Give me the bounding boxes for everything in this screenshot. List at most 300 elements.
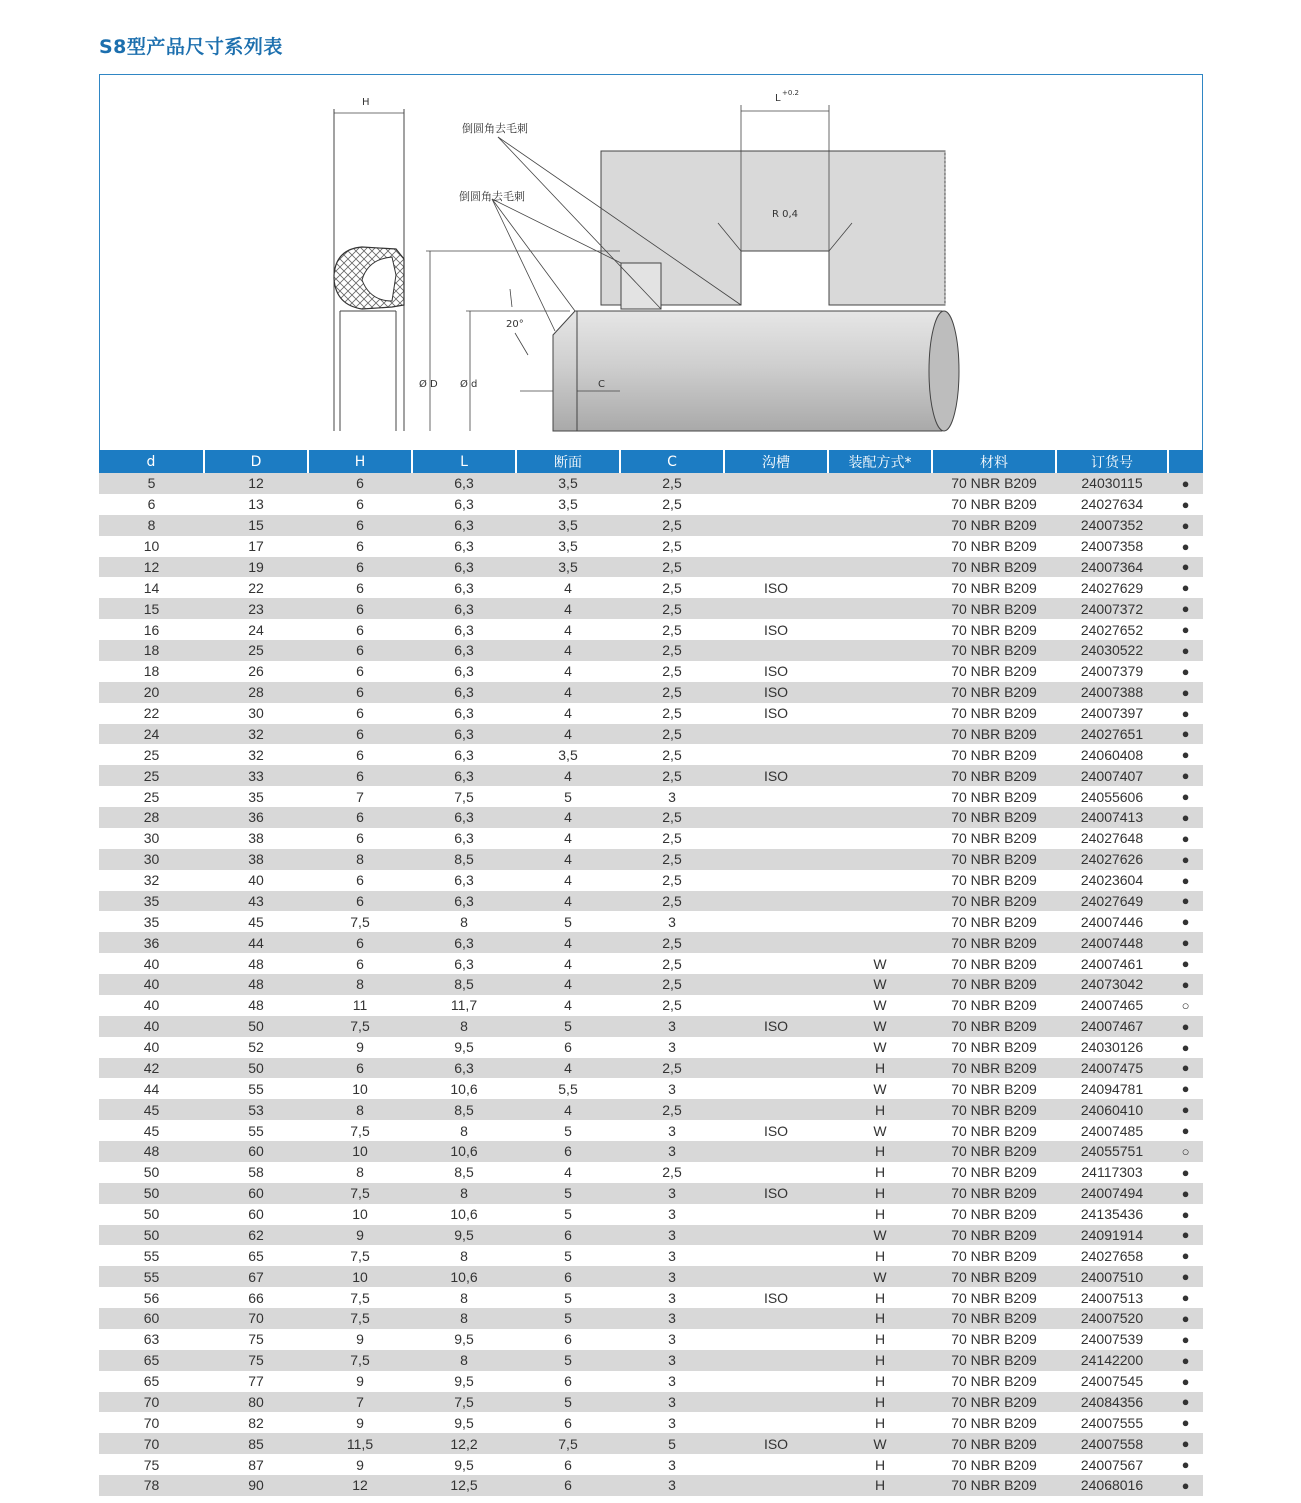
cell-col-c: 2,5 — [620, 1162, 724, 1183]
cell-col-d: 55 — [99, 1245, 204, 1266]
cell-col-c: 2,5 — [620, 849, 724, 870]
cell-col-material: 70 NBR B209 — [932, 557, 1056, 578]
cell-col-h: 6 — [308, 515, 412, 536]
cell-col-c: 2,5 — [620, 807, 724, 828]
cell-col-c: 2,5 — [620, 640, 724, 661]
cell-col-outer-d: 48 — [204, 974, 308, 995]
cell-col-order-no: 24094781 — [1056, 1078, 1168, 1099]
cell-col-order-no: 24007510 — [1056, 1266, 1168, 1287]
cell-col-section: 7,5 — [516, 1433, 620, 1454]
cell-col-material: 70 NBR B209 — [932, 536, 1056, 557]
cell-col-availability: ● — [1168, 1162, 1203, 1183]
table-row — [99, 473, 1203, 494]
cell-col-outer-d: 50 — [204, 1016, 308, 1037]
cell-col-material: 70 NBR B209 — [932, 682, 1056, 703]
cell-col-h: 10 — [308, 1204, 412, 1225]
cell-col-h: 6 — [308, 494, 412, 515]
cell-col-groove — [724, 1225, 828, 1246]
cell-col-order-no: 24060410 — [1056, 1099, 1168, 1120]
cell-col-section: 4 — [516, 640, 620, 661]
cell-col-groove — [724, 598, 828, 619]
cell-col-order-no: 24007494 — [1056, 1183, 1168, 1204]
cell-col-c: 2,5 — [620, 828, 724, 849]
cell-col-material: 70 NBR B209 — [932, 786, 1056, 807]
cell-col-d: 65 — [99, 1371, 204, 1392]
cell-col-assembly: W — [828, 1078, 932, 1099]
table-row — [99, 724, 1203, 745]
cell-col-d: 55 — [99, 1266, 204, 1287]
cell-col-l: 8 — [412, 1308, 516, 1329]
cell-col-section: 5 — [516, 1183, 620, 1204]
table-row — [99, 577, 1203, 598]
cell-col-availability: ● — [1168, 577, 1203, 598]
cell-col-d: 40 — [99, 1016, 204, 1037]
cell-col-l: 8 — [412, 1287, 516, 1308]
cell-col-outer-d: 90 — [204, 1475, 308, 1496]
table-row — [99, 1245, 1203, 1266]
cell-col-h: 7,5 — [308, 1016, 412, 1037]
cell-col-order-no: 24027626 — [1056, 849, 1168, 870]
cell-col-availability: ● — [1168, 1037, 1203, 1058]
cell-col-h: 6 — [308, 724, 412, 745]
label-angle: 20° — [506, 319, 524, 330]
technical-drawing-svg — [100, 75, 1204, 451]
table-row — [99, 1078, 1203, 1099]
cell-col-assembly — [828, 828, 932, 849]
cell-col-assembly — [828, 557, 932, 578]
cell-col-d: 40 — [99, 1037, 204, 1058]
table-row — [99, 891, 1203, 912]
cell-col-material: 70 NBR B209 — [932, 974, 1056, 995]
label-l: L — [775, 93, 781, 104]
cell-col-order-no: 24007358 — [1056, 536, 1168, 557]
cell-col-assembly: H — [828, 1162, 932, 1183]
table-row — [99, 1037, 1203, 1058]
cell-col-material: 70 NBR B209 — [932, 724, 1056, 745]
cell-col-assembly — [828, 765, 932, 786]
cell-col-h: 9 — [308, 1037, 412, 1058]
cell-col-l: 6,3 — [412, 870, 516, 891]
cell-col-groove — [724, 1412, 828, 1433]
table-row — [99, 1308, 1203, 1329]
cell-col-d: 20 — [99, 682, 204, 703]
cell-col-groove — [724, 1329, 828, 1350]
cell-col-c: 3 — [620, 1183, 724, 1204]
cell-col-availability: ● — [1168, 1078, 1203, 1099]
header-col-material: 材料 — [932, 450, 1056, 473]
cell-col-l: 6,3 — [412, 744, 516, 765]
cell-col-section: 5 — [516, 1204, 620, 1225]
cell-col-d: 50 — [99, 1162, 204, 1183]
label-deburr-top: 倒圆角去毛刺 — [462, 122, 528, 135]
cell-col-l: 6,3 — [412, 640, 516, 661]
cell-col-material: 70 NBR B209 — [932, 1433, 1056, 1454]
cell-col-outer-d: 77 — [204, 1371, 308, 1392]
cell-col-c: 2,5 — [620, 1058, 724, 1079]
cell-col-h: 7,5 — [308, 1308, 412, 1329]
cell-col-order-no: 24027658 — [1056, 1245, 1168, 1266]
cell-col-material: 70 NBR B209 — [932, 911, 1056, 932]
cell-col-availability: ● — [1168, 1016, 1203, 1037]
cell-col-material: 70 NBR B209 — [932, 1141, 1056, 1162]
cell-col-groove — [724, 724, 828, 745]
cell-col-l: 8,5 — [412, 1162, 516, 1183]
header-col-l: L — [412, 450, 516, 473]
header-col-availability — [1168, 450, 1203, 473]
cell-col-c: 3 — [620, 911, 724, 932]
cell-col-h: 6 — [308, 536, 412, 557]
cell-col-order-no: 24030115 — [1056, 473, 1168, 494]
cell-col-assembly — [828, 640, 932, 661]
cell-col-order-no: 24007379 — [1056, 661, 1168, 682]
cell-col-assembly: H — [828, 1329, 932, 1350]
cell-col-h: 9 — [308, 1454, 412, 1475]
cell-col-l: 6,3 — [412, 661, 516, 682]
table-row — [99, 911, 1203, 932]
cell-col-outer-d: 55 — [204, 1078, 308, 1099]
cell-col-outer-d: 28 — [204, 682, 308, 703]
cell-col-assembly: H — [828, 1099, 932, 1120]
cell-col-h: 12 — [308, 1475, 412, 1496]
cell-col-assembly: H — [828, 1475, 932, 1496]
cell-col-availability: ● — [1168, 598, 1203, 619]
cell-col-order-no: 24142200 — [1056, 1350, 1168, 1371]
cell-col-groove: ISO — [724, 1016, 828, 1037]
table-row — [99, 1287, 1203, 1308]
table-row — [99, 974, 1203, 995]
cell-col-availability: ● — [1168, 953, 1203, 974]
cell-col-section: 5,5 — [516, 1078, 620, 1099]
cell-col-material: 70 NBR B209 — [932, 1204, 1056, 1225]
cell-col-material: 70 NBR B209 — [932, 1308, 1056, 1329]
cell-col-section: 4 — [516, 661, 620, 682]
cell-col-availability: ● — [1168, 1475, 1203, 1496]
cell-col-l: 6,3 — [412, 1058, 516, 1079]
cell-col-order-no: 24007465 — [1056, 995, 1168, 1016]
cell-col-material: 70 NBR B209 — [932, 1078, 1056, 1099]
cell-col-h: 9 — [308, 1371, 412, 1392]
cell-col-groove — [724, 1308, 828, 1329]
cell-col-c: 2,5 — [620, 557, 724, 578]
cell-col-groove — [724, 932, 828, 953]
cell-col-d: 22 — [99, 703, 204, 724]
cell-col-assembly — [828, 473, 932, 494]
cell-col-l: 8 — [412, 1016, 516, 1037]
cell-col-assembly: W — [828, 1266, 932, 1287]
cell-col-c: 3 — [620, 1141, 724, 1162]
cell-col-l: 8,5 — [412, 1099, 516, 1120]
cell-col-order-no: 24027648 — [1056, 828, 1168, 849]
cell-col-h: 7,5 — [308, 1120, 412, 1141]
cell-col-l: 6,3 — [412, 494, 516, 515]
cell-col-availability: ● — [1168, 1204, 1203, 1225]
cell-col-d: 40 — [99, 974, 204, 995]
table-row — [99, 807, 1203, 828]
cell-col-c: 3 — [620, 1287, 724, 1308]
cell-col-availability: ● — [1168, 1454, 1203, 1475]
cell-col-availability: ● — [1168, 807, 1203, 828]
cell-col-d: 18 — [99, 640, 204, 661]
cell-col-h: 10 — [308, 1141, 412, 1162]
cell-col-groove — [724, 807, 828, 828]
cell-col-c: 2,5 — [620, 724, 724, 745]
cell-col-outer-d: 32 — [204, 724, 308, 745]
cell-col-availability: ● — [1168, 1350, 1203, 1371]
cell-col-h: 6 — [308, 577, 412, 598]
cell-col-d: 70 — [99, 1412, 204, 1433]
cell-col-order-no: 24027634 — [1056, 494, 1168, 515]
cell-col-material: 70 NBR B209 — [932, 494, 1056, 515]
cell-col-h: 6 — [308, 473, 412, 494]
cell-col-c: 3 — [620, 1204, 724, 1225]
cell-col-material: 70 NBR B209 — [932, 1371, 1056, 1392]
cell-col-material: 70 NBR B209 — [932, 1120, 1056, 1141]
cell-col-groove: ISO — [724, 577, 828, 598]
cell-col-material: 70 NBR B209 — [932, 1392, 1056, 1413]
cell-col-groove — [724, 515, 828, 536]
cell-col-order-no: 24007520 — [1056, 1308, 1168, 1329]
cell-col-availability: ● — [1168, 1287, 1203, 1308]
header-col-assembly: 装配方式* — [828, 450, 932, 473]
cell-col-assembly — [828, 891, 932, 912]
cell-col-c: 2,5 — [620, 974, 724, 995]
cell-col-order-no: 24007485 — [1056, 1120, 1168, 1141]
cell-col-order-no: 24007475 — [1056, 1058, 1168, 1079]
cell-col-d: 8 — [99, 515, 204, 536]
table-row — [99, 1266, 1203, 1287]
cell-col-c: 2,5 — [620, 995, 724, 1016]
cell-col-material: 70 NBR B209 — [932, 1162, 1056, 1183]
cell-col-outer-d: 70 — [204, 1308, 308, 1329]
cell-col-h: 6 — [308, 640, 412, 661]
cell-col-c: 3 — [620, 1475, 724, 1496]
cell-col-order-no: 24007352 — [1056, 515, 1168, 536]
cell-col-h: 6 — [308, 828, 412, 849]
cell-col-l: 9,5 — [412, 1329, 516, 1350]
page-title: S8型产品尺寸系列表 — [99, 36, 283, 58]
cell-col-l: 7,5 — [412, 786, 516, 807]
cell-col-outer-d: 35 — [204, 786, 308, 807]
header-col-h: H — [308, 450, 412, 473]
cell-col-material: 70 NBR B209 — [932, 598, 1056, 619]
table-row — [99, 515, 1203, 536]
cell-col-outer-d: 82 — [204, 1412, 308, 1433]
cell-col-order-no: 24027649 — [1056, 891, 1168, 912]
cell-col-l: 6,3 — [412, 703, 516, 724]
table-row — [99, 870, 1203, 891]
cell-col-order-no: 24007467 — [1056, 1016, 1168, 1037]
table-row — [99, 786, 1203, 807]
header-col-section: 断面 — [516, 450, 620, 473]
cell-col-section: 4 — [516, 891, 620, 912]
cell-col-outer-d: 80 — [204, 1392, 308, 1413]
cell-col-l: 10,6 — [412, 1078, 516, 1099]
cell-col-l: 9,5 — [412, 1454, 516, 1475]
cell-col-section: 4 — [516, 577, 620, 598]
cell-col-h: 7,5 — [308, 1287, 412, 1308]
cell-col-outer-d: 25 — [204, 640, 308, 661]
cell-col-h: 9 — [308, 1329, 412, 1350]
cell-col-availability: ● — [1168, 515, 1203, 536]
cell-col-availability: ● — [1168, 765, 1203, 786]
cell-col-h: 6 — [308, 744, 412, 765]
cell-col-outer-d: 32 — [204, 744, 308, 765]
cell-col-outer-d: 66 — [204, 1287, 308, 1308]
cell-col-c: 2,5 — [620, 598, 724, 619]
cell-col-h: 8 — [308, 1099, 412, 1120]
cell-col-order-no: 24007388 — [1056, 682, 1168, 703]
cell-col-groove — [724, 1058, 828, 1079]
cell-col-availability: ● — [1168, 1245, 1203, 1266]
cell-col-h: 6 — [308, 870, 412, 891]
cell-col-groove — [724, 1454, 828, 1475]
cell-col-c: 2,5 — [620, 515, 724, 536]
cell-col-groove — [724, 995, 828, 1016]
cell-col-h: 11 — [308, 995, 412, 1016]
cell-col-h: 11,5 — [308, 1433, 412, 1454]
cell-col-assembly: W — [828, 974, 932, 995]
cell-col-section: 6 — [516, 1329, 620, 1350]
table-row — [99, 828, 1203, 849]
cell-col-order-no: 24030522 — [1056, 640, 1168, 661]
cell-col-availability: ● — [1168, 1392, 1203, 1413]
cell-col-l: 8 — [412, 1245, 516, 1266]
cell-col-d: 32 — [99, 870, 204, 891]
cell-col-availability: ● — [1168, 1308, 1203, 1329]
cell-col-section: 3,5 — [516, 744, 620, 765]
cell-col-section: 4 — [516, 765, 620, 786]
cell-col-section: 6 — [516, 1454, 620, 1475]
cell-col-d: 6 — [99, 494, 204, 515]
cell-col-c: 2,5 — [620, 744, 724, 765]
cell-col-availability: ● — [1168, 619, 1203, 640]
cell-col-assembly — [828, 911, 932, 932]
cell-col-assembly: H — [828, 1350, 932, 1371]
cell-col-outer-d: 48 — [204, 995, 308, 1016]
table-row — [99, 1454, 1203, 1475]
cell-col-material: 70 NBR B209 — [932, 1350, 1056, 1371]
cell-col-section: 4 — [516, 828, 620, 849]
cell-col-material: 70 NBR B209 — [932, 1287, 1056, 1308]
cell-col-l: 6,3 — [412, 724, 516, 745]
table-row — [99, 849, 1203, 870]
table-row — [99, 932, 1203, 953]
cell-col-order-no: 24055606 — [1056, 786, 1168, 807]
cell-col-outer-d: 17 — [204, 536, 308, 557]
cell-col-h: 7,5 — [308, 1350, 412, 1371]
cell-col-outer-d: 60 — [204, 1183, 308, 1204]
cell-col-material: 70 NBR B209 — [932, 1099, 1056, 1120]
cell-col-section: 4 — [516, 682, 620, 703]
cell-col-availability: ● — [1168, 1433, 1203, 1454]
cell-col-order-no: 24084356 — [1056, 1392, 1168, 1413]
cell-col-availability: ● — [1168, 1225, 1203, 1246]
cell-col-material: 70 NBR B209 — [932, 515, 1056, 536]
cell-col-d: 25 — [99, 786, 204, 807]
cell-col-c: 2,5 — [620, 494, 724, 515]
cell-col-order-no: 24007545 — [1056, 1371, 1168, 1392]
cell-col-h: 7,5 — [308, 1183, 412, 1204]
cell-col-c: 3 — [620, 1245, 724, 1266]
header-col-outer-d: D — [204, 450, 308, 473]
cell-col-d: 30 — [99, 849, 204, 870]
cell-col-material: 70 NBR B209 — [932, 1475, 1056, 1496]
table-body — [99, 473, 1203, 1496]
cell-col-section: 4 — [516, 995, 620, 1016]
cell-col-l: 12,5 — [412, 1475, 516, 1496]
table-row — [99, 1433, 1203, 1454]
cell-col-availability: ● — [1168, 1099, 1203, 1120]
cell-col-l: 8 — [412, 1350, 516, 1371]
cell-col-assembly — [828, 682, 932, 703]
cell-col-assembly: W — [828, 1225, 932, 1246]
cell-col-h: 6 — [308, 661, 412, 682]
cell-col-outer-d: 62 — [204, 1225, 308, 1246]
cell-col-material: 70 NBR B209 — [932, 1058, 1056, 1079]
cell-col-outer-d: 22 — [204, 577, 308, 598]
cell-col-groove — [724, 640, 828, 661]
cell-col-l: 9,5 — [412, 1037, 516, 1058]
cell-col-h: 6 — [308, 891, 412, 912]
cell-col-order-no: 24007539 — [1056, 1329, 1168, 1350]
cell-col-outer-d: 87 — [204, 1454, 308, 1475]
cell-col-l: 8 — [412, 911, 516, 932]
cell-col-assembly: H — [828, 1183, 932, 1204]
cell-col-d: 78 — [99, 1475, 204, 1496]
cell-col-section: 4 — [516, 807, 620, 828]
cell-col-assembly: W — [828, 1016, 932, 1037]
cell-col-section: 3,5 — [516, 494, 620, 515]
cell-col-groove — [724, 786, 828, 807]
cell-col-l: 6,3 — [412, 598, 516, 619]
cell-col-assembly — [828, 577, 932, 598]
cell-col-outer-d: 23 — [204, 598, 308, 619]
cell-col-material: 70 NBR B209 — [932, 744, 1056, 765]
cell-col-h: 8 — [308, 849, 412, 870]
cell-col-outer-d: 45 — [204, 911, 308, 932]
cell-col-groove — [724, 557, 828, 578]
cell-col-material: 70 NBR B209 — [932, 1183, 1056, 1204]
seal-installation-drawing — [99, 74, 1203, 450]
cell-col-availability: ● — [1168, 494, 1203, 515]
cell-col-section: 5 — [516, 1016, 620, 1037]
cell-col-section: 3,5 — [516, 515, 620, 536]
cell-col-groove — [724, 828, 828, 849]
table-row — [99, 765, 1203, 786]
cell-col-groove — [724, 1078, 828, 1099]
cell-col-l: 8 — [412, 1120, 516, 1141]
cell-col-outer-d: 60 — [204, 1141, 308, 1162]
dimension-table — [99, 450, 1203, 1496]
cell-col-h: 8 — [308, 1162, 412, 1183]
cell-col-d: 42 — [99, 1058, 204, 1079]
cell-col-c: 3 — [620, 1225, 724, 1246]
table-row — [99, 1120, 1203, 1141]
cell-col-assembly: W — [828, 1433, 932, 1454]
cell-col-c: 2,5 — [620, 661, 724, 682]
cell-col-outer-d: 60 — [204, 1204, 308, 1225]
cell-col-material: 70 NBR B209 — [932, 1016, 1056, 1037]
cell-col-material: 70 NBR B209 — [932, 995, 1056, 1016]
table-row — [99, 661, 1203, 682]
table-row — [99, 1204, 1203, 1225]
cell-col-c: 3 — [620, 1371, 724, 1392]
cell-col-groove — [724, 911, 828, 932]
cell-col-h: 6 — [308, 932, 412, 953]
cell-col-groove — [724, 1245, 828, 1266]
cell-col-order-no: 24007448 — [1056, 932, 1168, 953]
cell-col-order-no: 24007461 — [1056, 953, 1168, 974]
